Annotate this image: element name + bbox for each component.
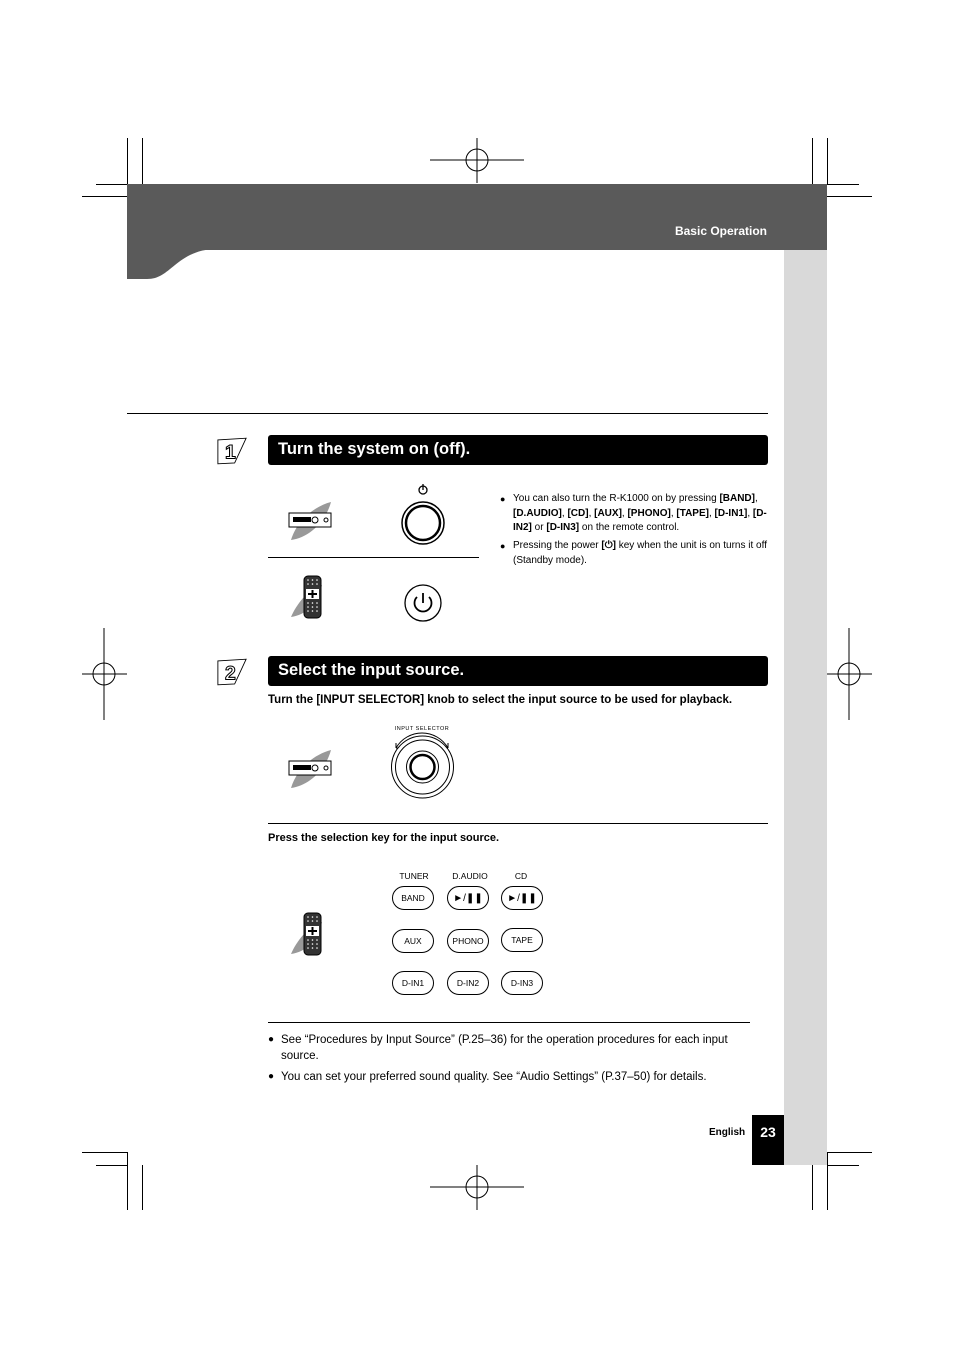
crop-mark <box>127 138 128 184</box>
input-selector-knob-illustration <box>388 732 458 802</box>
key-header-cd: CD <box>514 871 528 881</box>
power-knob-illustration <box>400 482 448 546</box>
remote-illustration <box>288 575 328 621</box>
remote-illustration <box>288 912 328 958</box>
step2-title: Select the input source. <box>278 661 465 679</box>
crop-mark <box>127 1152 128 1210</box>
input-selector-label: INPUT SELECTOR <box>394 726 450 732</box>
header-band <box>127 184 827 250</box>
divider <box>268 557 479 558</box>
page-number: 23 <box>760 1124 776 1140</box>
footer-language: English <box>709 1127 746 1138</box>
crop-mark <box>827 1152 828 1210</box>
bullet-icon: ● <box>500 541 506 551</box>
crop-mark <box>82 1152 127 1153</box>
note-procedures: ● See “Procedures by Input Source” (P.25–36) for the operation procedures for each input source. <box>268 1034 728 1062</box>
key-header-daudio: D.AUDIO <box>452 871 488 881</box>
cd-play-pause-key: ►/❚❚ <box>501 886 543 910</box>
registration-target-bottom <box>430 1165 524 1210</box>
step1-title-bar <box>268 435 768 465</box>
band-key: BAND <box>392 886 434 910</box>
page-number-box <box>752 1115 784 1165</box>
main-unit-illustration <box>285 500 335 544</box>
crop-mark <box>827 196 872 197</box>
bullet-icon: ● <box>500 494 506 504</box>
section-title: Basic Operation <box>674 224 767 238</box>
step-number-2 <box>217 657 247 687</box>
crop-mark <box>827 1165 859 1166</box>
step1-note-1: ● You can also turn the R-K1000 on by pressing [BAND], [D.AUDIO], [CD], [AUX], [PHONO], [TAPE], [D-IN1], [D-IN2] or [D-IN3] on the remote control. <box>500 493 767 533</box>
crop-mark <box>827 138 828 184</box>
header-tab-shape <box>127 249 217 280</box>
registration-target-top <box>430 138 524 183</box>
svg-text:1: 1 <box>224 441 236 464</box>
aux-key: AUX <box>392 929 434 953</box>
key-header-tuner: TUNER <box>399 871 429 881</box>
crop-mark <box>96 1165 127 1166</box>
main-unit-illustration <box>285 748 335 792</box>
crop-mark <box>812 1165 813 1210</box>
din2-key: D-IN2 <box>447 971 489 995</box>
step2-instruction-unit: Turn the [INPUT SELECTOR] knob to select the input source to be used for playback. <box>268 694 733 706</box>
step1-note-2: ● Pressing the power [⏻] key when the unit is on turns it off (Standby mode). <box>500 540 767 566</box>
registration-target-left <box>82 628 127 720</box>
crop-mark <box>827 1152 872 1153</box>
step1-title: Turn the system on (off). <box>278 440 471 458</box>
divider <box>268 1022 750 1023</box>
crop-mark <box>96 184 127 185</box>
bullet-icon: ● <box>268 1034 275 1045</box>
phono-key: PHONO <box>447 929 489 953</box>
note-sound-quality: ● You can set your preferred sound quality. See “Audio Settings” (P.37–50) for details. <box>268 1071 707 1083</box>
din1-key: D-IN1 <box>392 971 434 995</box>
crop-mark <box>82 196 127 197</box>
bullet-icon: ● <box>268 1071 275 1082</box>
crop-mark <box>827 184 859 185</box>
daudio-play-pause-key: ►/❚❚ <box>447 886 489 910</box>
tape-key: TAPE <box>501 928 543 952</box>
divider <box>127 413 768 414</box>
crop-mark <box>142 1165 143 1210</box>
registration-target-right <box>827 628 872 720</box>
divider <box>268 823 768 824</box>
step2-instruction-remote: Press the selection key for the input source. <box>268 832 500 844</box>
crop-mark <box>142 138 143 184</box>
side-strip <box>784 250 827 1165</box>
crop-mark <box>812 138 813 184</box>
remote-power-key-illustration <box>403 583 443 623</box>
svg-text:2: 2 <box>224 662 236 685</box>
din3-key: D-IN3 <box>501 971 543 995</box>
step2-title-bar <box>268 656 768 686</box>
step-number-1 <box>217 436 247 466</box>
